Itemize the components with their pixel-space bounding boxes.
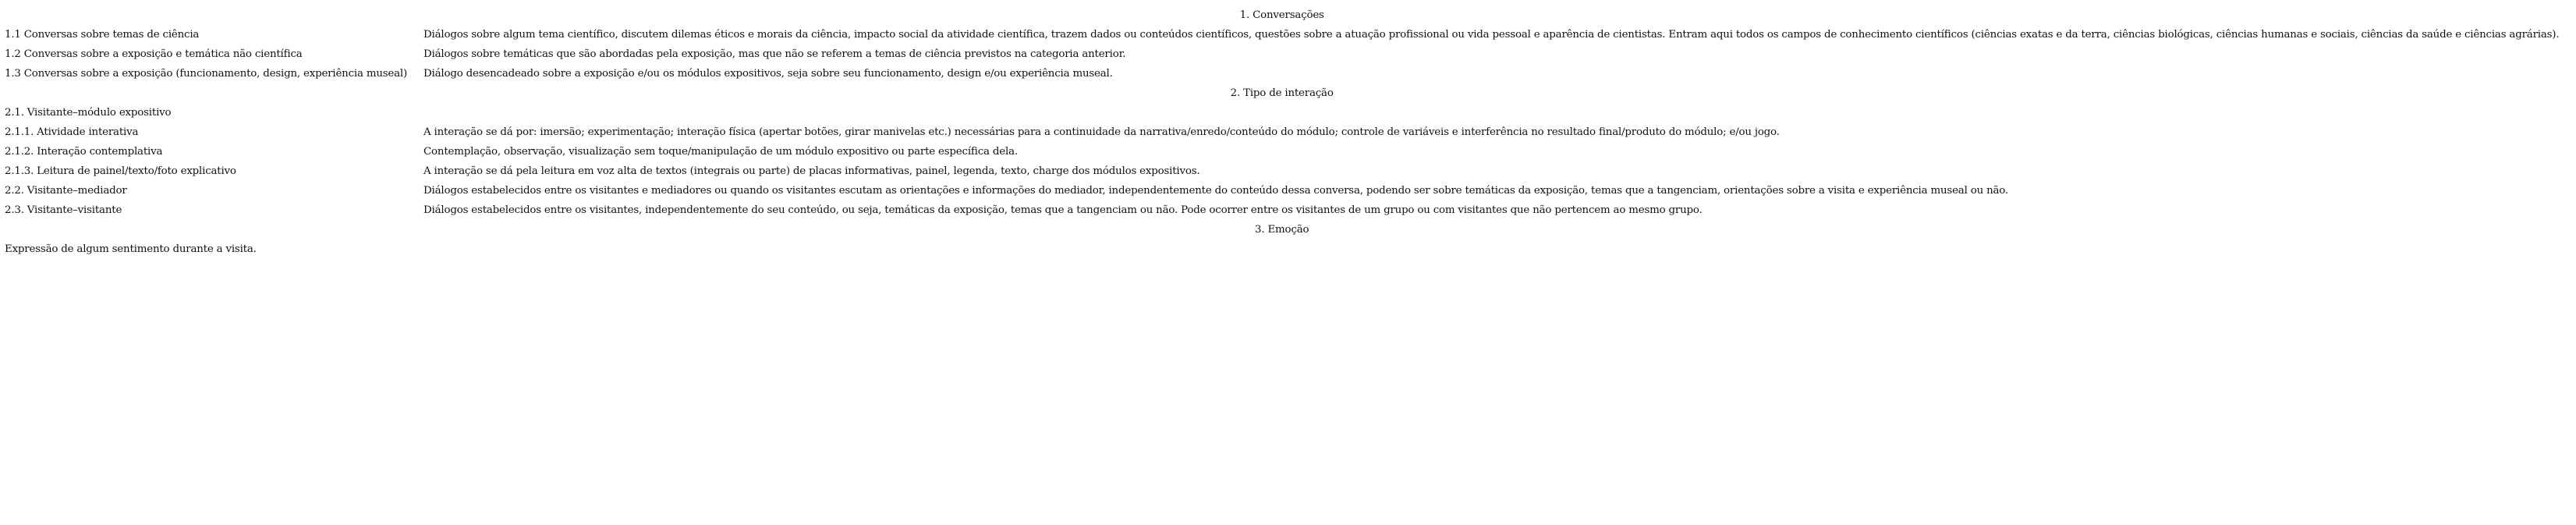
table-row — [5, 45, 2559, 65]
section-title-text: 3. Emoção — [1255, 224, 1309, 236]
section-header-row — [5, 84, 2559, 104]
category-cell: 2.1.1. Atividade interativa — [5, 126, 139, 138]
section-title-text: 1. Conversações — [1239, 9, 1324, 21]
section-title — [5, 221, 2559, 240]
section-title-text: 2. Tipo de interação — [1230, 87, 1334, 99]
category-cell: 2.1.2. Interação contemplativa — [5, 146, 163, 158]
description-cell — [423, 240, 2559, 260]
description-cell: Diálogos estabelecidos entre os visitantes, independentemente do seu conteúdo, ou seja, temáticas da exposição, temas que a tangenciam ou não. Pode ocorrer entre os visitantes de um grupo ou com visitantes que não pertencem ao mesmo grupo. — [423, 204, 1703, 216]
description-cell: A interação se dá por: imersão; experimentação; interação física (apertar botões, girar manivelas etc.) necessárias para a continuidade da narrativa/enredo/conteúdo do módulo; controle de variáveis e interferência no resultado final/produto do módulo; e/ou jogo. — [423, 126, 1780, 138]
category-cell: 1.3 Conversas sobre a exposição (funcionamento, design, experiência museal) — [5, 68, 408, 80]
section-title — [5, 6, 2559, 26]
section-header-row — [5, 221, 2559, 240]
table-row — [5, 182, 2559, 201]
codebook-table — [5, 6, 2559, 260]
description-cell: Diálogos estabelecidos entre os visitantes e mediadores ou quando os visitantes escutam as orientações e informações do mediador, independentemente do conteúdo dessa conversa, podendo ser sobre temáticas da exposição, temas que a tangenciam, orientações sobre a visita e experiência museal ou não. — [423, 185, 2008, 197]
table-row — [5, 240, 2559, 260]
section-header-row — [5, 6, 2559, 26]
category-cell: 1.1 Conversas sobre temas de ciência — [5, 29, 200, 41]
description-cell: Diálogos sobre algum tema científico, discutem dilemas éticos e morais da ciência, impacto social da atividade científica, trazem dados ou conteúdos científicos, questões sobre a atuação profissional ou vida pessoal e aparência de cientistas. Entram aqui todos os campos de conhecimento científicos (ciências exatas e da terra, ciências biológicas, ciências humanas e sociais, ciências da saúde e ciências agrárias). — [423, 29, 2560, 41]
table-row — [5, 143, 2559, 162]
table-row — [5, 26, 2559, 45]
category-cell: 2.2. Visitante–mediador — [5, 185, 127, 197]
table-row — [5, 65, 2559, 84]
category-cell: 2.1. Visitante–módulo expositivo — [5, 107, 172, 119]
table-row — [5, 201, 2559, 221]
description-cell: Diálogos sobre temáticas que são abordadas pela exposição, mas que não se referem a temas de ciência previstos na categoria anterior. — [423, 48, 1126, 60]
section-title — [5, 84, 2559, 104]
table-row — [5, 104, 2559, 123]
table-row — [5, 162, 2559, 182]
category-cell: 1.2 Conversas sobre a exposição e temática não científica — [5, 48, 303, 60]
table-row — [5, 123, 2559, 143]
description-cell: Contemplação, observação, visualização sem toque/manipulação de um módulo expositivo ou parte específica dela. — [423, 146, 1018, 158]
description-cell: Diálogo desencadeado sobre a exposição e/ou os módulos expositivos, seja sobre seu funcionamento, design e/ou experiência museal. — [423, 68, 1113, 80]
description-cell — [423, 104, 2559, 123]
category-cell: Expressão de algum sentimento durante a visita. — [5, 243, 257, 255]
category-cell: 2.1.3. Leitura de painel/texto/foto explicativo — [5, 165, 236, 177]
category-cell: 2.3. Visitante–visitante — [5, 204, 122, 216]
description-cell: A interação se dá pela leitura em voz alta de textos (integrais ou parte) de placas informativas, painel, legenda, texto, charge dos módulos expositivos. — [423, 165, 1200, 177]
